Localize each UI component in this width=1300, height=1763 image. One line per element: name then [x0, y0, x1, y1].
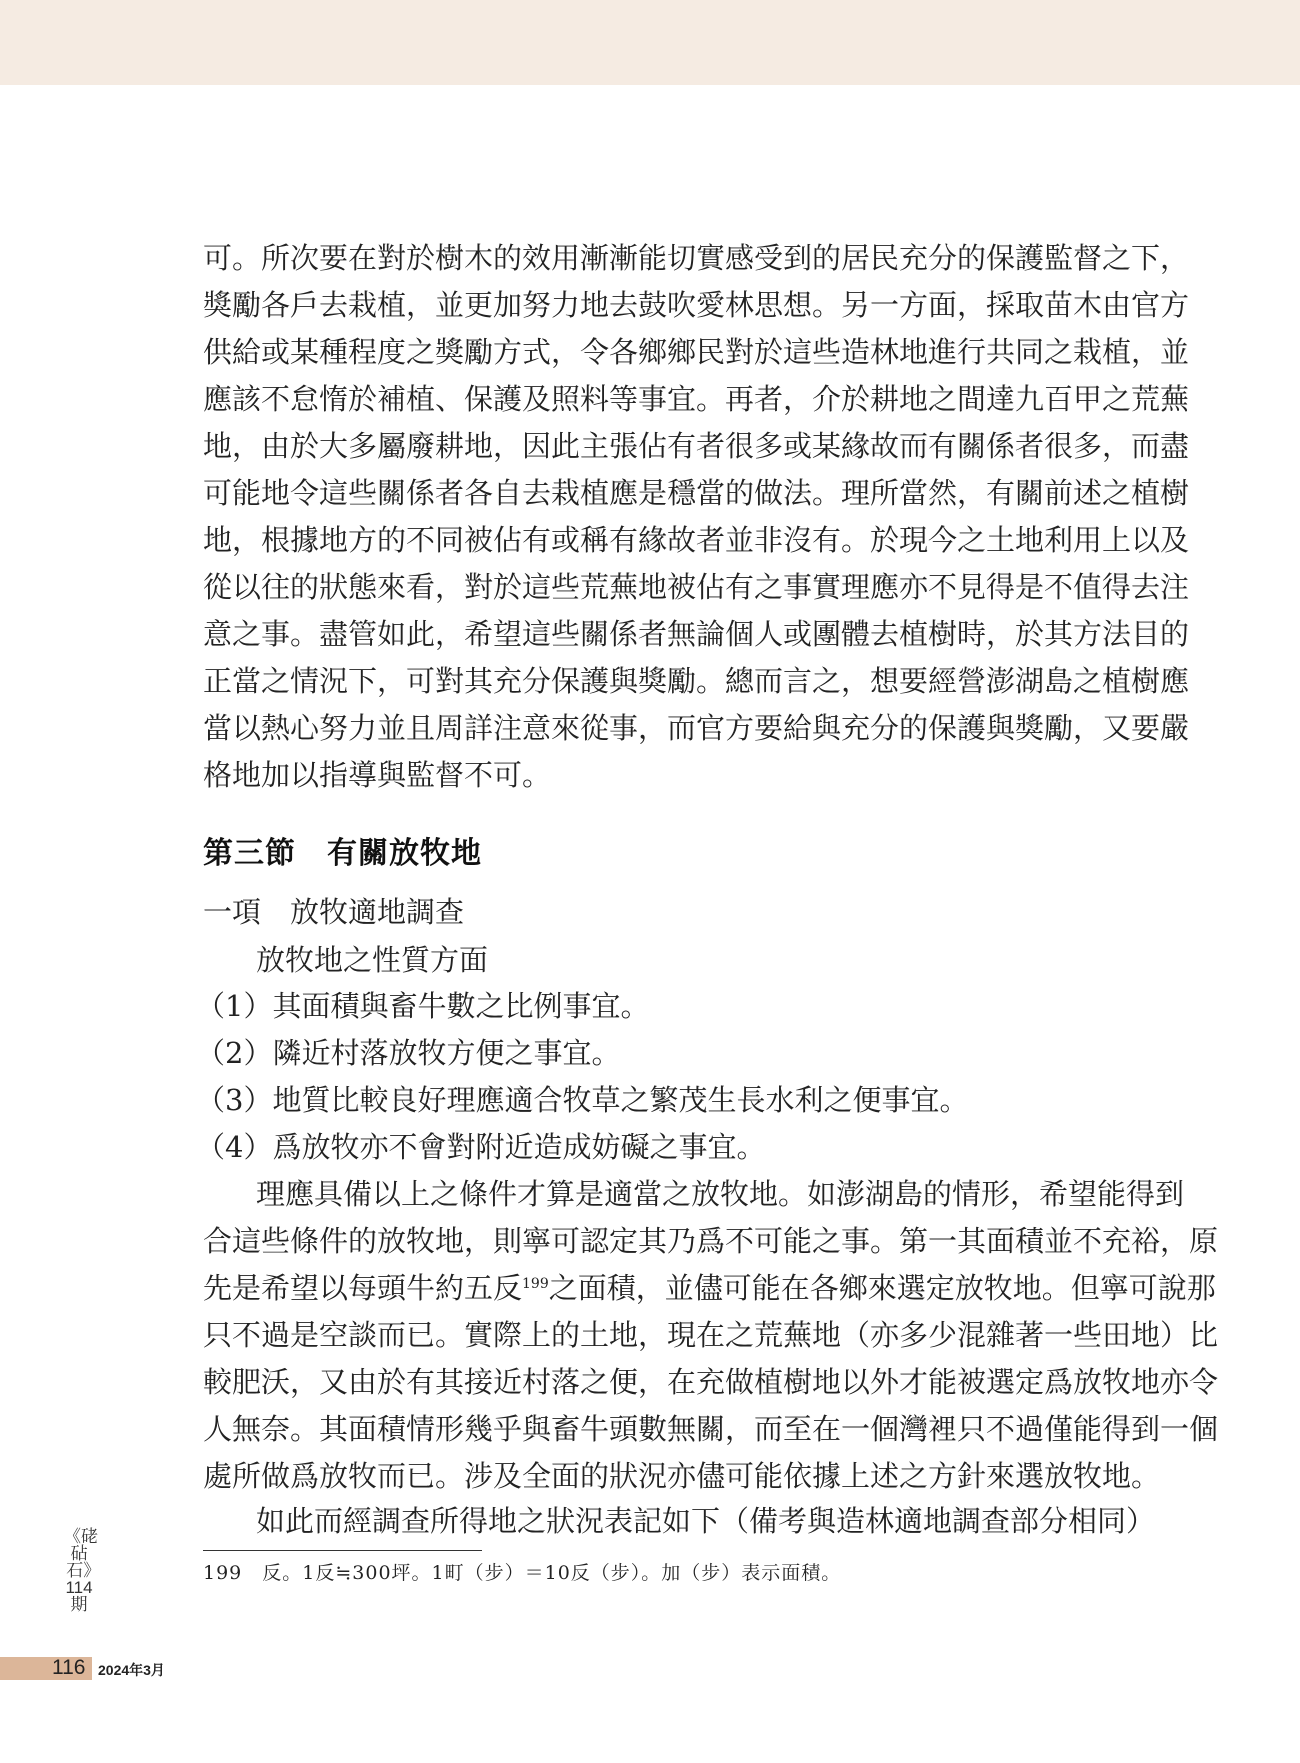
paragraph-line: 獎勵各戶去栽植，並更加努力地去鼓吹愛林思想。另一方面，採取苗木由官方 — [203, 288, 1190, 322]
footnote: 199 反。1反≒300坪。1町（步）＝10反（步）。加（步）表示面積。 — [203, 1562, 842, 1584]
paragraph-line: 從以往的狀態來看，對於這些荒蕪地被佔有之事實理應亦不見得是不值得去注 — [203, 570, 1190, 604]
paragraph-line: 格地加以指導與監督不可。 — [203, 758, 552, 792]
paragraph-line: 正當之情況下，可對其充分保護與獎勵。總而言之，想要經營澎湖島之植樹應 — [203, 664, 1190, 698]
paragraph-line: 地，由於大多屬廢耕地，因此主張佔有者很多或某緣故而有關係者很多，而盡 — [203, 429, 1190, 463]
paragraph-line: 人無奈。其面積情形幾乎與畜牛頭數無關，而至在一個灣裡只不過僅能得到一個 — [203, 1412, 1219, 1446]
header-band — [0, 0, 1300, 85]
paragraph-line: 地，根據地方的不同被佔有或稱有緣故者並非沒有。於現今之土地利用上以及 — [203, 523, 1190, 557]
subheading: 放牧地之性質方面 — [256, 943, 489, 977]
page-number: 116 — [52, 1656, 86, 1679]
text: 之面積，並儘可能在各鄉來選定放牧地。但寧可說那 — [548, 1271, 1216, 1305]
paragraph-line — [203, 1268, 1216, 1308]
paragraph-line: 意之事。盡管如此，希望這些關係者無論個人或團體去植樹時，於其方法目的 — [203, 617, 1190, 651]
item-heading: 一項 放牧適地調查 — [203, 895, 465, 929]
paragraph-line: 供給或某種程度之獎勵方式，令各鄉鄉民對於這些造林地進行共同之栽植，並 — [203, 335, 1190, 369]
footnote-ref[interactable]: 199 — [522, 1276, 549, 1292]
paragraph-line: 可能地令這些關係者各自去栽植應是穩當的做法。理所當然，有關前述之植樹 — [203, 476, 1190, 510]
condition-item: （1）其面積與畜牛數之比例事宜。 — [196, 989, 650, 1023]
text: 先是希望以每頭牛約五反 — [203, 1271, 523, 1305]
paragraph-line: 較肥沃，又由於有其接近村落之便，在充做植樹地以外才能被選定爲放牧地亦令 — [203, 1365, 1219, 1399]
paragraph-line: 當以熱心努力並且周詳注意來從事，而官方要給與充分的保護與獎勵，又要嚴 — [203, 711, 1190, 745]
journal-title-vertical: 《硓砧石》114期 — [64, 1527, 98, 1614]
condition-item: （2）隣近村落放牧方便之事宜。 — [196, 1036, 621, 1070]
paragraph-line: 可。所次要在對於樹木的效用漸漸能切實感受到的居民充分的保護監督之下， — [203, 241, 1190, 275]
footnote-divider — [203, 1550, 482, 1551]
paragraph-line: 應該不怠惰於補植、保護及照料等事宜。再者，介於耕地之間達九百甲之荒蕪 — [203, 382, 1190, 416]
paragraph-line: 處所做爲放牧而已。涉及全面的狀況亦儘可能依據上述之方針來選放牧地。 — [203, 1459, 1161, 1493]
paragraph-line: 只不過是空談而已。實際上的土地，現在之荒蕪地（亦多少混雜著一些田地）比 — [203, 1318, 1219, 1352]
condition-item: （3）地質比較良好理應適合牧草之繁茂生長水利之便事宜。 — [196, 1083, 969, 1117]
section-heading: 第三節 有關放牧地 — [203, 836, 482, 871]
issue-date: 2024年3月 — [98, 1662, 165, 1678]
paragraph-3: 如此而經調查所得地之狀況表記如下（備考與造林適地調查部分相同） — [256, 1504, 1156, 1538]
paragraph-line: 理應具備以上之條件才算是適當之放牧地。如澎湖島的情形，希望能得到 — [256, 1177, 1185, 1211]
condition-item: （4）爲放牧亦不會對附近造成妨礙之事宜。 — [196, 1130, 766, 1164]
paragraph-line: 合這些條件的放牧地，則寧可認定其乃爲不可能之事。第一其面積並不充裕，原 — [203, 1224, 1219, 1258]
